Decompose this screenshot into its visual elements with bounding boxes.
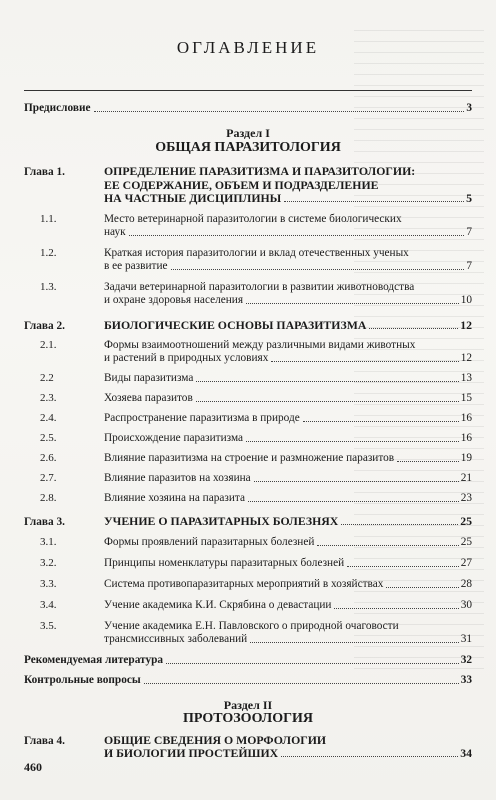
entry-page: 13 <box>460 372 472 384</box>
chapter-1-title-line1: ОПРЕДЕЛЕНИЕ ПАРАЗИТИЗМА И ПАРАЗИТОЛОГИИ: <box>104 164 416 178</box>
entry-label: УЧЕНИЕ О ПАРАЗИТАРНЫХ БОЛЕЗНЯХ <box>104 514 339 528</box>
entry-label: И БИОЛОГИИ ПРОСТЕЙШИХ <box>104 746 279 760</box>
leader-dots <box>94 111 465 112</box>
chapter-4-number: Глава 4. <box>24 735 65 747</box>
entry-label: и растений в природных условиях <box>104 352 269 364</box>
leader-dots <box>284 201 464 202</box>
toc-entry-2-4[interactable] <box>104 412 472 425</box>
entry-page: 12 <box>460 352 472 364</box>
page-number: 460 <box>24 760 42 774</box>
leader-dots <box>144 683 459 684</box>
entry-page: 19 <box>460 452 472 464</box>
entry-label: Виды паразитизма <box>104 372 194 384</box>
toc-entry-2-5[interactable] <box>104 432 472 445</box>
entry-label: Влияние паразитизма на строение и размножение паразитов <box>104 452 395 464</box>
entry-label: Контрольные вопросы <box>24 674 141 686</box>
toc-entry-chapter-2[interactable] <box>104 319 472 332</box>
entry-label: Предисловие <box>24 102 91 114</box>
entry-page: 5 <box>466 191 472 205</box>
section-2-4-number: 2.4. <box>40 412 57 424</box>
entry-label: Влияние паразитов на хозяина <box>104 472 251 484</box>
entry-page: 10 <box>460 294 472 306</box>
leader-dots <box>334 608 458 609</box>
entry-label: Учение академика К.И. Скрябина о девастации <box>104 599 332 611</box>
leader-dots <box>347 566 459 567</box>
leader-dots <box>254 481 459 482</box>
toc-entry-3-5[interactable] <box>104 633 472 646</box>
section-1-2-line1: Краткая история паразитологии и вклад отечественных ученых <box>104 247 409 259</box>
toc-entry-3-3[interactable] <box>104 578 472 591</box>
section-1-label: Раздел I <box>226 126 270 140</box>
section-2-1-number: 2.1. <box>40 339 57 351</box>
toc-entry-2-3[interactable] <box>104 392 472 405</box>
section-1-3-line1: Задачи ветеринарной паразитологии в развитии животноводства <box>104 281 415 293</box>
toc-entry-2-1[interactable] <box>104 352 472 365</box>
entry-label: НА ЧАСТНЫЕ ДИСЦИПЛИНЫ <box>104 191 282 205</box>
leader-dots <box>397 461 459 462</box>
entry-label: Рекомендуемая литература <box>24 654 164 666</box>
leader-dots <box>341 524 458 525</box>
entry-page: 25 <box>460 514 472 528</box>
entry-page: 12 <box>460 318 472 332</box>
entry-page: 33 <box>460 674 472 686</box>
toc-entry-chapter-3[interactable] <box>104 515 472 528</box>
entry-page: 32 <box>460 654 472 666</box>
top-rule <box>24 90 472 91</box>
section-2-2-number: 2.2 <box>40 372 54 384</box>
section-2-3-number: 2.3. <box>40 392 57 404</box>
chapter-3-number: Глава 3. <box>24 516 65 528</box>
entry-page: 7 <box>466 260 472 272</box>
section-1-1-number: 1.1. <box>40 213 57 225</box>
toc-entry-2-8[interactable] <box>104 492 472 505</box>
section-2-title: ПРОТОЗООЛОГИЯ <box>183 711 313 726</box>
leader-dots <box>248 501 459 502</box>
entry-page: 27 <box>460 557 472 569</box>
chapter-4-title-line1: ОБЩИЕ СВЕДЕНИЯ О МОРФОЛОГИИ <box>104 733 327 747</box>
leader-dots <box>166 663 459 664</box>
section-2-6-number: 2.6. <box>40 452 57 464</box>
section-3-3-number: 3.3. <box>40 578 57 590</box>
toc-entry-3-1[interactable] <box>104 536 472 549</box>
leader-dots <box>246 303 459 304</box>
section-3-2-number: 3.2. <box>40 557 57 569</box>
toc-entry-1-1[interactable] <box>104 226 472 239</box>
toc-entry-3-4[interactable] <box>104 599 472 612</box>
entry-page: 30 <box>460 599 472 611</box>
toc-entry-literature[interactable] <box>24 654 472 667</box>
section-3-4-number: 3.4. <box>40 599 57 611</box>
section-1-1-line1: Место ветеринарной паразитологии в системе биологических <box>104 213 402 225</box>
entry-label: и охране здоровья населения <box>104 294 244 306</box>
entry-label: трансмиссивных заболеваний <box>104 633 248 645</box>
toc-entry-1-2[interactable] <box>104 260 472 273</box>
leader-dots <box>281 756 458 757</box>
entry-page: 16 <box>460 412 472 424</box>
toc-entry-chapter-1[interactable] <box>104 192 472 205</box>
entry-page: 15 <box>460 392 472 404</box>
toc-entry-questions[interactable] <box>24 674 472 687</box>
entry-page: 7 <box>466 226 472 238</box>
leader-dots <box>303 421 459 422</box>
chapter-1-title-line2: ЕЕ СОДЕРЖАНИЕ, ОБЪЕМ И ПОДРАЗДЕЛЕНИЕ <box>104 178 379 192</box>
section-3-5-number: 3.5. <box>40 620 57 632</box>
entry-label: Происхождение паразитизма <box>104 432 244 444</box>
entry-page: 34 <box>460 746 472 760</box>
chapter-1-number: Глава 1. <box>24 166 65 178</box>
entry-page: 28 <box>460 578 472 590</box>
leader-dots <box>271 361 458 362</box>
toc-entry-3-2[interactable] <box>104 557 472 570</box>
leader-dots <box>129 235 465 236</box>
section-2-5-number: 2.5. <box>40 432 57 444</box>
leader-dots <box>317 545 458 546</box>
entry-label: Хозяева паразитов <box>104 392 193 404</box>
entry-label: в ее развитие <box>104 260 168 272</box>
toc-entry-2-6[interactable] <box>104 452 472 465</box>
leader-dots <box>386 587 458 588</box>
page-title: ОГЛАВЛЕНИЕ <box>176 38 320 57</box>
section-2-8-number: 2.8. <box>40 492 57 504</box>
chapter-2-number: Глава 2. <box>24 320 65 332</box>
toc-entry-1-3[interactable] <box>104 294 472 307</box>
section-1-2-number: 1.2. <box>40 247 57 259</box>
entry-page: 31 <box>460 633 472 645</box>
entry-page: 23 <box>460 492 472 504</box>
toc-entry-chapter-4[interactable] <box>104 747 472 760</box>
toc-entry-2-7[interactable] <box>104 472 472 485</box>
leader-dots <box>196 401 459 402</box>
section-1-3-number: 1.3. <box>40 281 57 293</box>
entry-page: 21 <box>460 472 472 484</box>
entry-label: Распространение паразитизма в природе <box>104 412 300 424</box>
entry-label: Формы проявлений паразитарных болезней <box>104 536 315 548</box>
leader-dots <box>246 441 459 442</box>
toc-entry-preface[interactable] <box>24 102 472 115</box>
toc-entry-2-2[interactable] <box>104 372 472 385</box>
entry-page: 25 <box>460 536 472 548</box>
entry-label: наук <box>104 226 126 238</box>
section-2-7-number: 2.7. <box>40 472 57 484</box>
entry-label: БИОЛОГИЧЕСКИЕ ОСНОВЫ ПАРАЗИТИЗМА <box>104 318 367 332</box>
leader-dots <box>196 381 458 382</box>
section-3-1-number: 3.1. <box>40 536 57 548</box>
leader-dots <box>250 642 458 643</box>
section-3-5-line1: Учение академика Е.Н. Павловского о природной очаговости <box>104 620 399 632</box>
entry-label: Принципы номенклатуры паразитарных болезней <box>104 557 345 569</box>
entry-page: 3 <box>466 102 472 114</box>
entry-label: Влияние хозяина на паразита <box>104 492 246 504</box>
section-2-1-line1: Формы взаимоотношений между различными видами животных <box>104 339 416 351</box>
leader-dots <box>171 269 465 270</box>
section-1-title: ОБЩАЯ ПАРАЗИТОЛОГИЯ <box>155 140 341 155</box>
entry-label: Система противопаразитарных мероприятий в хозяйствах <box>104 578 384 590</box>
section-2-label: Раздел II <box>223 698 273 712</box>
leader-dots <box>369 328 458 329</box>
entry-page: 16 <box>460 432 472 444</box>
